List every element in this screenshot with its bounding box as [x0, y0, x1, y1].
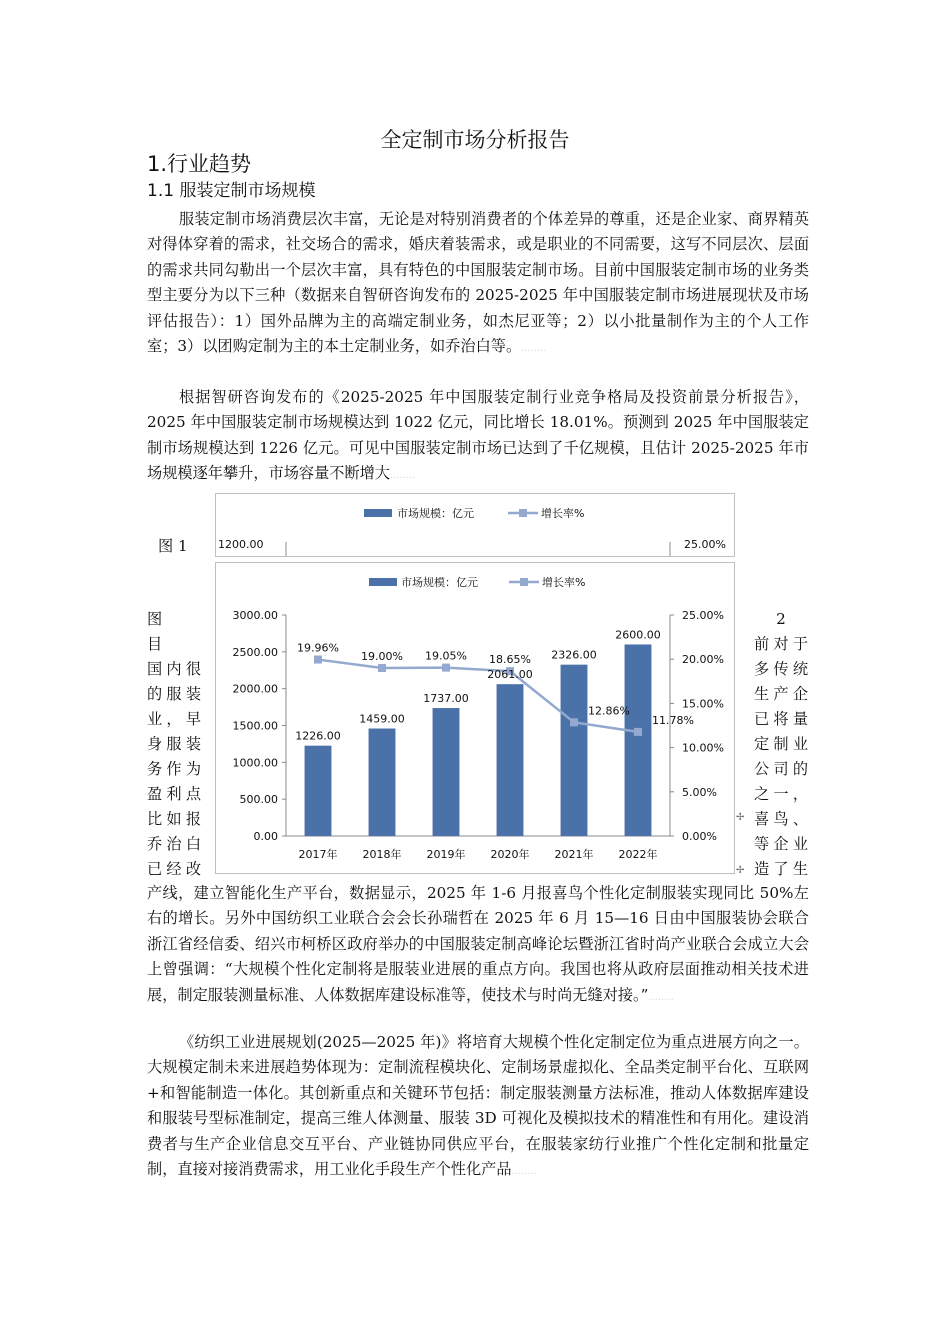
bar-market-size [433, 708, 460, 836]
x-tick-label: 2021年 [554, 848, 594, 861]
document-title: 全定制市场分析报告 [380, 128, 570, 152]
right-col-line-7: 之一， [754, 785, 808, 803]
y-right-tick-label: 20.00% [682, 653, 724, 667]
legend-line-label: 增长率% [542, 576, 586, 589]
left-col-line-6: 务作为 [147, 760, 201, 778]
paragraph-1-text: 服装定制市场消费层次丰富，无论是对特别消费者的个体差异的尊重，还是企业家、商界精英对得体穿着的需求，社交场合的需求，婚庆着装需求，或是职业的不同需要，这写不同层次、层面的需求共同勾勒出一个层次丰富，具有特色的中国服装定制市场。目前中国服装定制市场的业务类型主要分为以下三种（数据来自智研咨询发布的 2025-2025 年中国服装定制市场进展现状及市场评估报告）：1）国外品牌为主的高端定制业务，如杰尼亚等；2）以小批量制作为主的个人工作室；3）以团购定制为主的本土定制业务，如乔治白等。 [147, 210, 809, 356]
y-left-tick-label: 3000.00 [232, 609, 278, 622]
heading-market-size: 1.1 服装定制市场规模 [147, 181, 316, 201]
bar-value-label: 2600.00 [615, 628, 661, 642]
bar-value-label: 2061.00 [487, 668, 533, 682]
figure-1-svg [216, 494, 734, 556]
left-col-line-3: 的服装 [147, 685, 201, 703]
figure-2-svg [216, 563, 734, 873]
left-col-line-2: 国内很 [147, 660, 201, 678]
y-right-tick-label: 10.00% [682, 741, 724, 755]
figure-2-left-column [147, 607, 201, 882]
left-col-line-4: 业，早 [147, 710, 201, 728]
right-col-line-4: 已将量 [754, 710, 808, 728]
bar-market-size [625, 644, 652, 836]
growth-rate-label: 18.65% [489, 653, 531, 667]
chart-legend [369, 575, 585, 589]
x-tick-label: 2017年 [298, 848, 338, 861]
fig1-legend-bar-label: 市场规模：亿元 [397, 507, 474, 520]
bar-market-size [369, 729, 396, 836]
growth-rate-label: 19.96% [297, 641, 339, 655]
left-col-line-8: 比如报 [147, 810, 201, 828]
x-tick-label: 2018年 [362, 848, 402, 861]
fig1-legend-line-label: 增长率% [541, 507, 585, 520]
right-col-line-8: 喜鸟、 [754, 810, 808, 828]
figure-2-number: 2 [776, 610, 786, 628]
growth-rate-label: 12.86% [588, 704, 630, 718]
paragraph-2 [147, 385, 809, 489]
figure-1-chart [215, 493, 735, 557]
fig1-left-tick: 1200.00 [218, 538, 264, 551]
paragraph-3-faint: ........ [648, 991, 674, 1003]
right-col-line-3: 生产企 [754, 685, 808, 703]
bar-market-size [305, 746, 332, 836]
bar-market-size [561, 665, 588, 836]
left-col-line-5: 身服装 [147, 735, 201, 753]
heading-industry-trend: 1.行业趋势 [147, 152, 252, 176]
growth-rate-point [570, 718, 578, 726]
paragraph-2-text: 根据智研咨询发布的《2025-2025 年中国服装定制行业竞争格局及投资前景分析报告》，2025 年中国服装定制市场规模达到 1022 亿元，同比增长 18.01%。预测到 2025 年中国服装定制市场规模达到 1226 亿元。可见中国服装定制市场已达到了千亿规模，且估计 2025-2025 年市场规模逐年攀升，市场容量不断增大 [147, 388, 809, 483]
y-right-tick-label: 15.00% [682, 697, 724, 711]
bar-value-label: 2326.00 [551, 648, 597, 662]
y-right-tick-label: 5.00% [682, 785, 717, 799]
x-tick-label: 2022年 [618, 848, 658, 861]
left-col-line-10: 已经改 [147, 860, 201, 878]
paragraph-2-faint: ........ [390, 470, 416, 482]
growth-rate-point [442, 664, 450, 672]
figure-2-label: 图 [147, 610, 163, 628]
figure-2-right-column [754, 607, 808, 882]
bar-value-label: 1226.00 [295, 729, 341, 743]
figure-2-chart [215, 562, 735, 874]
chart-bars [305, 644, 652, 836]
figure-1-label: 图 1 [158, 537, 188, 555]
y-left-tick-label: 1000.00 [232, 756, 278, 770]
fig1-legend-bar-swatch [364, 509, 392, 517]
y-left-tick-label: 500.00 [239, 793, 278, 807]
fig1-legend-line-marker [519, 509, 527, 517]
x-tick-label: 2020年 [490, 848, 530, 861]
legend-bar-label: 市场规模：亿元 [401, 576, 478, 589]
right-col-line-6: 公司的 [754, 760, 808, 778]
fig1-right-tick: 25.00% [684, 538, 726, 551]
anchor-mark-top: ✢ [736, 812, 745, 823]
right-col-line-2: 多传统 [754, 660, 808, 678]
growth-rate-label: 19.00% [361, 650, 403, 664]
right-col-line-9: 等企业 [754, 835, 808, 853]
paragraph-3 [147, 881, 809, 1010]
paragraph-1-faint: ........ [521, 343, 547, 355]
paragraph-4-faint: ........ [511, 1166, 537, 1178]
growth-rate-point [314, 656, 322, 664]
y-left-tick-label: 1500.00 [232, 719, 278, 733]
paragraph-4 [147, 1030, 809, 1184]
left-col-line-9: 乔治白 [147, 835, 201, 853]
paragraph-3-text: 产线，建立智能化生产平台，数据显示，2025 年 1-6 月报喜鸟个性化定制服装实现同比 50%左右的增长。另外中国纺织工业联合会会长孙瑞哲在 2025 年 6 月 15—16 日由中国服装协会联合浙江省经信委、绍兴市柯桥区政府举办的中国服装定制高峰论坛暨浙江省时尚产业联合会成立大会上曾强调：“大规模个性化定制将是服装业进展的重点方向。我国也将从政府层面推动相关技术进展，制定服装测量标准、人体数据库建设标准等，使技术与时尚无缝对接。” [147, 884, 809, 1004]
x-tick-label: 2019年 [426, 848, 466, 861]
bar-market-size [497, 684, 524, 836]
growth-rate-label: 19.05% [425, 649, 467, 663]
y-left-tick-label: 2500.00 [232, 645, 278, 659]
left-col-line-7: 盈利点 [147, 785, 201, 803]
paragraph-1 [147, 207, 809, 361]
bar-value-label: 1459.00 [359, 712, 405, 726]
y-right-tick-label: 25.00% [682, 609, 724, 622]
right-col-line-5: 定制业 [754, 735, 808, 753]
anchor-mark-bottom: ✢ [736, 865, 745, 876]
growth-rate-point [378, 664, 386, 672]
legend-line-marker [520, 578, 528, 586]
y-right-tick-label: 0.00% [682, 830, 717, 843]
legend-bar-swatch [369, 578, 397, 586]
y-left-tick-label: 0.00 [253, 830, 278, 843]
bar-value-label: 1737.00 [423, 692, 469, 706]
growth-rate-label: 11.78% [652, 713, 694, 727]
right-col-line-10: 造了生 [754, 860, 808, 878]
left-col-line-1: 目 [147, 635, 163, 653]
paragraph-4-text: 《纺织工业进展规划(2025—2025 年)》将培育大规模个性化定制定位为重点进展方向之一。大规模定制未来进展趋势体现为：定制流程模块化、定制场景虚拟化、全品类定制平台化、互联网+和智能制造一体化。其创新重点和关键环节包括：制定服装测量方法标准，推动人体数据库建设和服装号型标准制定，提高三维人体测量、服装 3D 可视化及模拟技术的精准性和有用化。建设消费者与生产企业信息交互平台、产业链协同供应平台，在服装家纺行业推广个性化定制和批量定制，直接对接消费需求，用工业化手段生产个性化产品 [147, 1033, 809, 1179]
y-left-tick-label: 2000.00 [232, 682, 278, 696]
growth-rate-point [634, 728, 642, 736]
right-col-line-1: 前对于 [754, 635, 808, 653]
